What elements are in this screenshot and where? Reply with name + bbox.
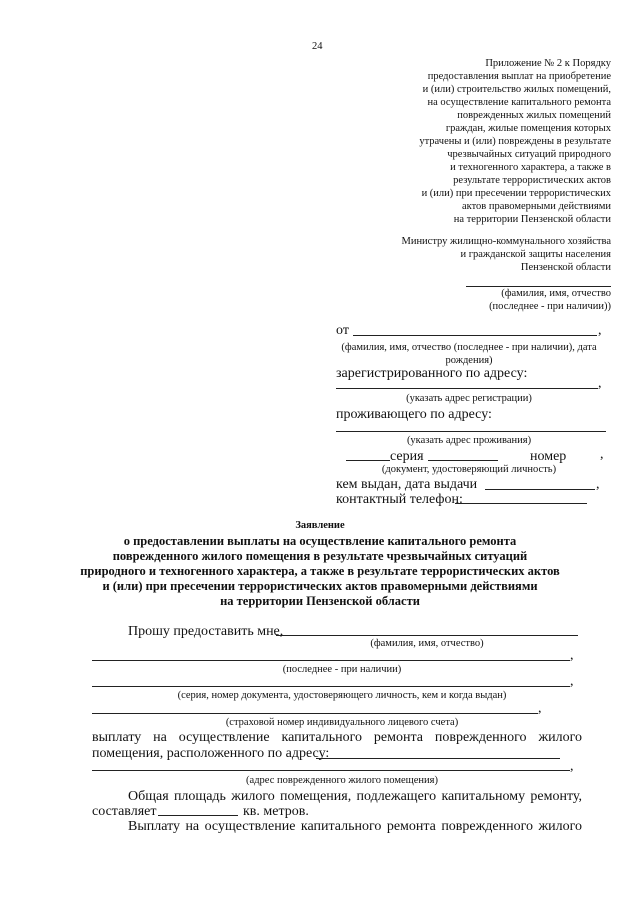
- residing-label: проживающего по адресу:: [336, 407, 492, 422]
- minister-name-hint: (фамилия, имя, отчество (последнее - при наличии)): [489, 288, 611, 312]
- appendix-line: результате террористических актов: [453, 175, 611, 186]
- series-label: серия: [390, 449, 424, 464]
- passport-hint: (серия, номер документа, удостоверяющего личность, кем и когда выдан): [177, 690, 507, 701]
- area-label: составляет: [92, 804, 157, 819]
- request-label: Прошу предоставить мне,: [128, 624, 284, 639]
- patronymic-field[interactable]: [92, 660, 570, 661]
- phone-label: контактный телефон:: [336, 492, 463, 507]
- from-field[interactable]: [353, 335, 597, 336]
- line-tail: ,: [570, 674, 574, 689]
- appendix-line: Приложение № 2 к Порядку: [485, 58, 611, 69]
- addressee-line: Министру жилищно-коммунального хозяйства: [401, 236, 611, 247]
- residing-hint: (указать адрес проживания): [406, 435, 532, 446]
- number-label: номер: [530, 449, 567, 464]
- registered-label: зарегистрированного по адресу:: [336, 366, 528, 381]
- from-label: от: [336, 323, 349, 338]
- appendix-line: чрезвычайных ситуаций природного: [447, 149, 611, 160]
- payment-line: выплату на осуществление капитального ремонта поврежденного жилого: [92, 730, 582, 745]
- registered-hint: (указать адрес регистрации): [406, 393, 532, 404]
- snils-hint: (страховой номер индивидуального лицевого счета): [225, 717, 459, 728]
- appendix-line: поврежденных жилых помещений: [457, 110, 611, 121]
- registered-tail: ,: [598, 376, 602, 391]
- addressee-line: Пензенской области: [520, 262, 611, 273]
- applicant-name-field[interactable]: [276, 635, 578, 636]
- appendix-line: на осуществление капитального ремонта: [427, 97, 611, 108]
- residence-address-field[interactable]: [336, 431, 606, 432]
- addressee-block: [401, 235, 611, 274]
- line-tail: ,: [570, 648, 574, 663]
- area-field[interactable]: [158, 815, 238, 816]
- from-tail: ,: [598, 323, 602, 338]
- appendix-block: [419, 57, 611, 226]
- appendix-line: и техногенного характера, а также в: [450, 162, 611, 173]
- document-title: Заявление: [295, 520, 345, 531]
- address-hint: (адрес поврежденного жилого помещения): [246, 775, 438, 786]
- patronymic-hint: (последнее - при наличии): [282, 664, 402, 675]
- line-tail: ,: [538, 701, 542, 716]
- appendix-line: и (или) при пресечении террористических: [421, 188, 611, 199]
- area-line: Общая площадь жилого помещения, подлежащего капитальному ремонту,: [128, 789, 582, 804]
- issued-tail: ,: [596, 477, 600, 492]
- appendix-line: и (или) строительство жилых помещений,: [422, 84, 611, 95]
- area-unit: кв. метров.: [243, 804, 309, 819]
- name-hint: (фамилия, имя, отчество): [370, 638, 484, 649]
- appendix-line: на территории Пензенской области: [453, 214, 611, 225]
- addressee-line: и гражданской защиты населения: [460, 249, 611, 260]
- from-hint: (фамилия, имя, отчество (последнее - при наличии), дата рождения): [341, 342, 597, 366]
- phone-field[interactable]: [455, 503, 587, 504]
- appendix-line: утрачены и (или) повреждены в результате: [419, 136, 611, 147]
- issued-label: кем выдан, дата выдачи: [336, 477, 478, 492]
- subject-block: о предоставлении выплаты на осуществление капитального ремонта поврежденного жилого помещения в результате чрезвычайных ситуаций природного и техногенного характера, а также в результате террористических актов и (или) при пресечении террористических актов правомерными действиями на территории Пензенской области: [80, 534, 560, 608]
- document-type-field[interactable]: [346, 460, 390, 461]
- number-tail: ,: [600, 447, 604, 462]
- line-tail: ,: [570, 759, 574, 774]
- last-line: Выплату на осуществление капитального ремонта поврежденного жилого: [128, 819, 582, 834]
- issued-field[interactable]: [485, 489, 595, 490]
- page-number: 24: [312, 41, 323, 52]
- series-field[interactable]: [428, 460, 498, 461]
- premises-address-field[interactable]: [316, 758, 560, 759]
- damaged-address-field[interactable]: [92, 770, 570, 771]
- premises-label: помещения, расположенного по адресу:: [92, 746, 330, 761]
- appendix-line: предоставления выплат на приобретение: [427, 71, 611, 82]
- snils-field[interactable]: [92, 713, 538, 714]
- appendix-line: граждан, жилые помещения которых: [445, 123, 611, 134]
- appendix-line: актов правомерными действиями: [461, 201, 611, 212]
- registration-address-field[interactable]: [336, 388, 598, 389]
- document-hint: (документ, удостоверяющий личность): [381, 464, 557, 475]
- passport-field[interactable]: [92, 686, 570, 687]
